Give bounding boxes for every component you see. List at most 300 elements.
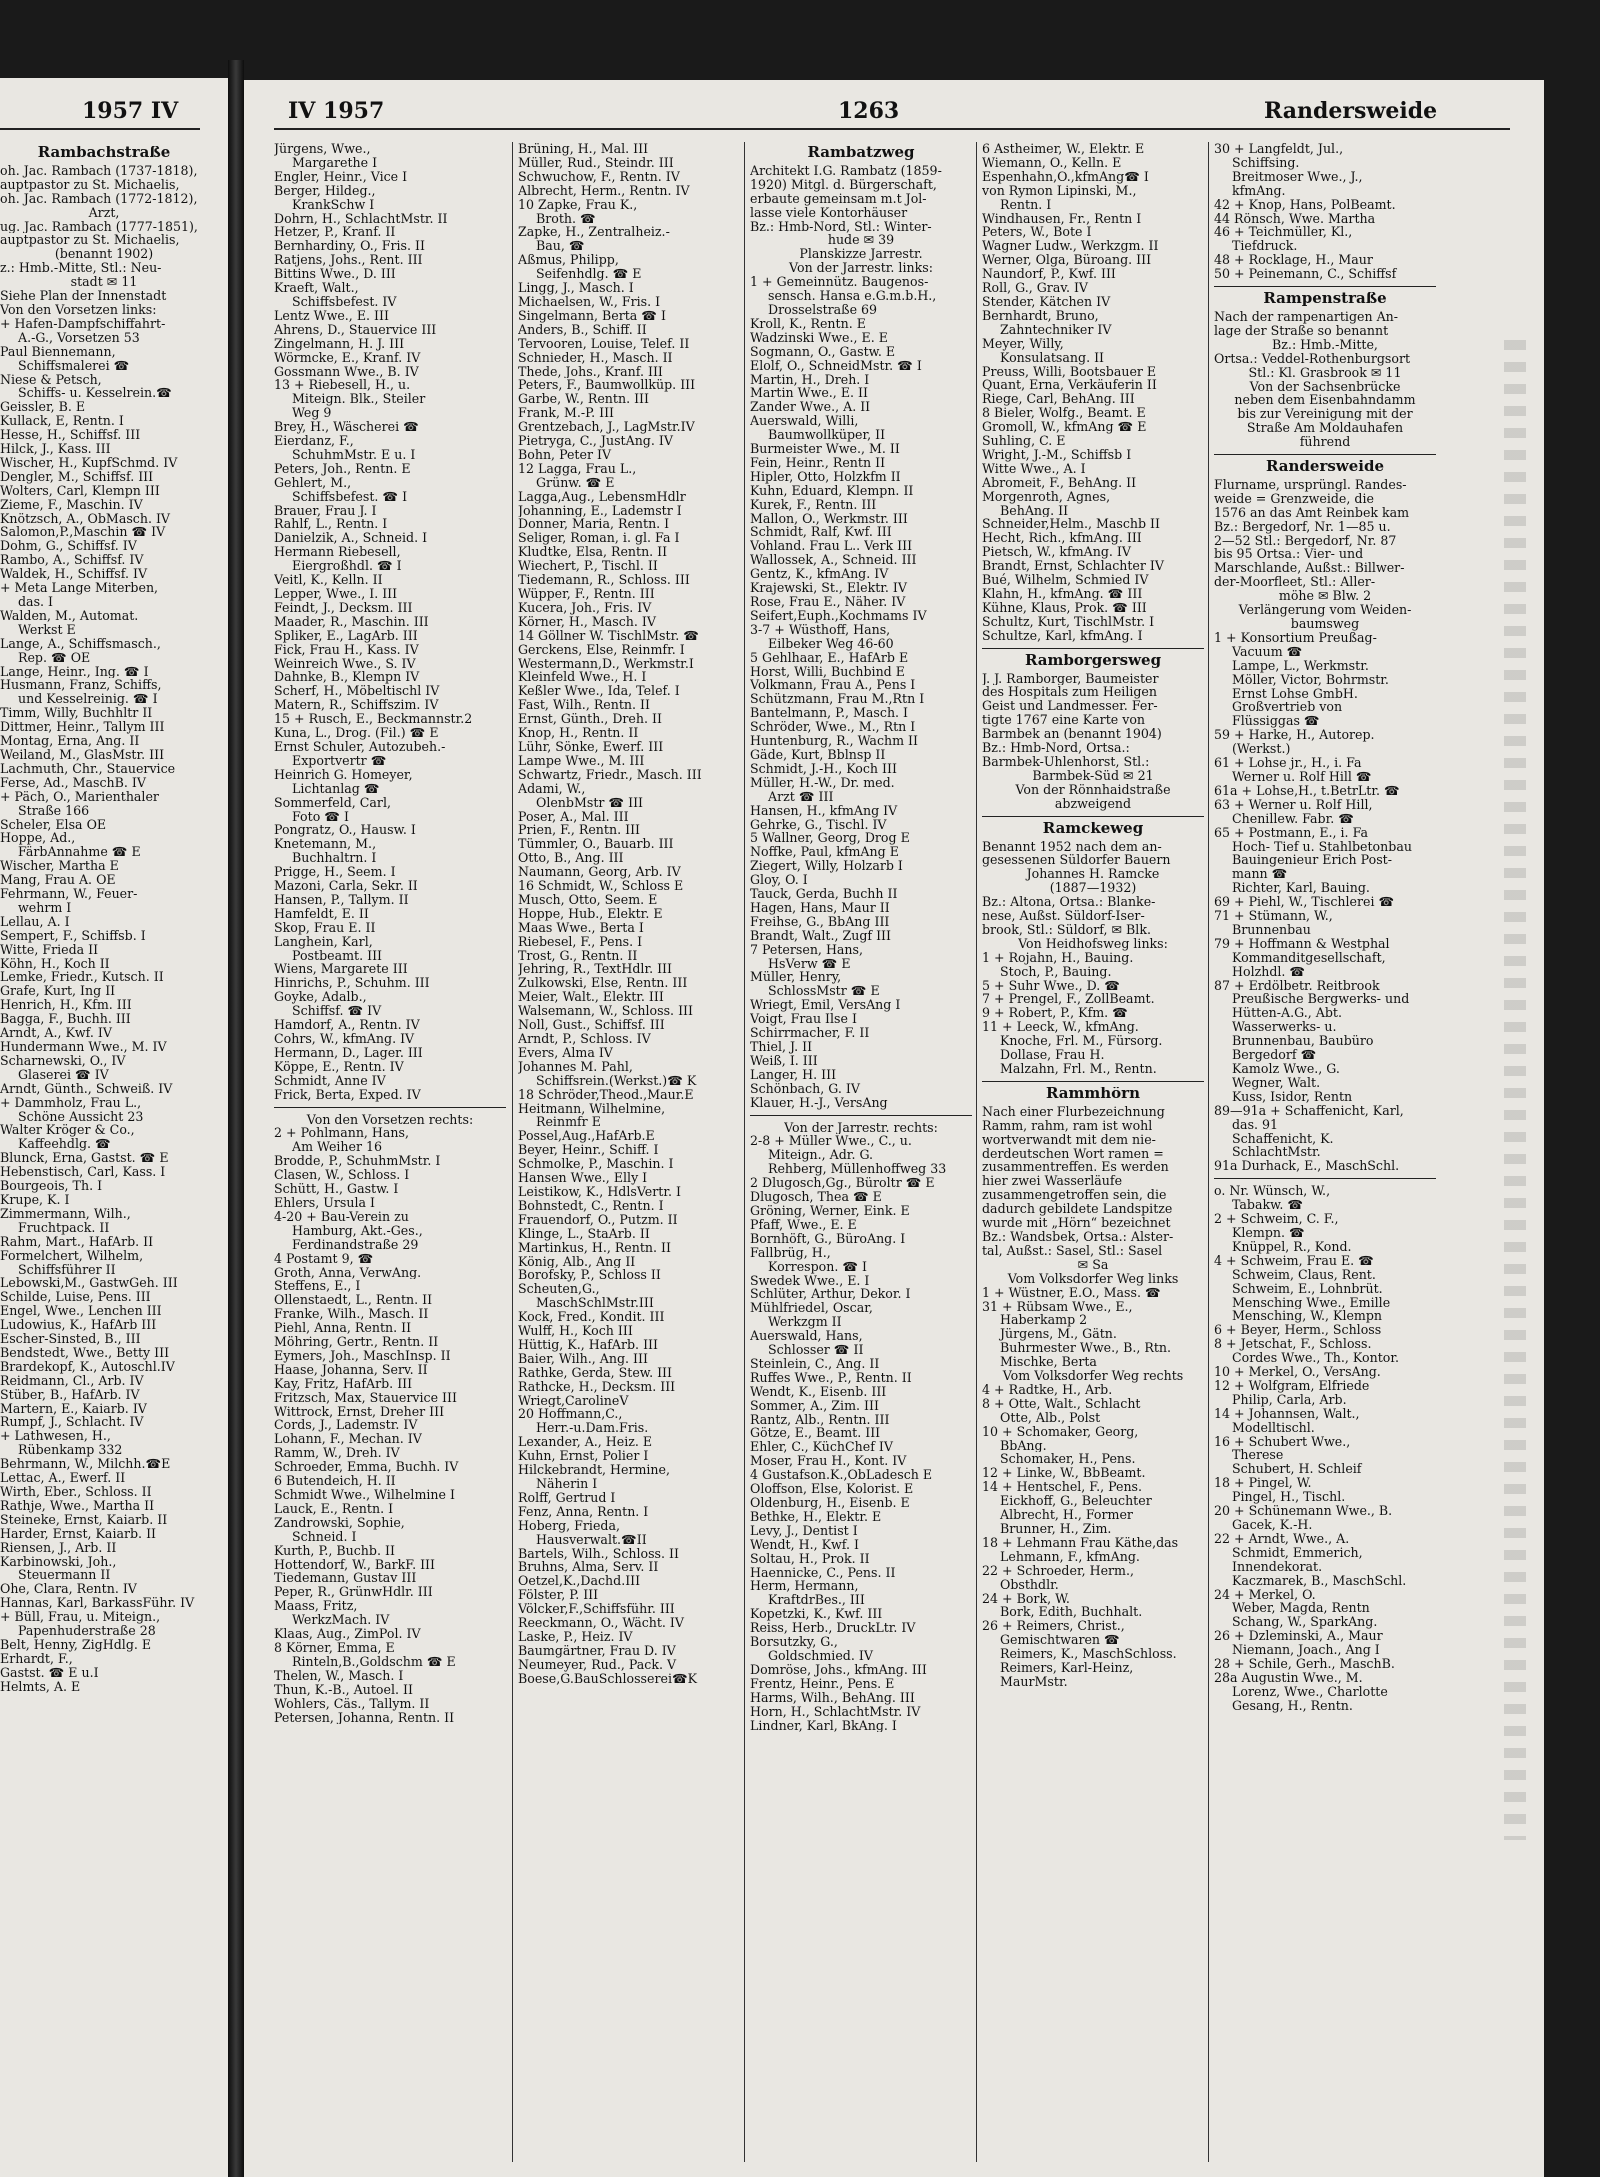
section-rule (982, 1081, 1204, 1082)
directory-line: + Meta Lange Miterben, (0, 581, 159, 595)
directory-line: wortverwandt mit dem nie- (982, 1132, 1156, 1147)
directory-line: abzweigend (1054, 796, 1132, 811)
directory-line: Von Heidhofsweg links: (1018, 936, 1168, 951)
directory-line: Elolf, O., SchneidMstr. ☎ I (750, 358, 922, 373)
directory-line: 8 Bieler, Wolfg., Beamt. E (982, 406, 1146, 421)
directory-line: Schirrmacher, F. II (750, 1026, 870, 1040)
directory-line: Vohland. Frau L.. Verk III (750, 539, 913, 554)
directory-line: Klaas, Aug., ZimPol. IV (274, 1627, 421, 1641)
directory-line: Kurek, F., Rentn. III (750, 497, 877, 512)
directory-line: Drosselstraße 69 (768, 302, 878, 317)
directory-line: 18 + Pingel, W. (1214, 1476, 1312, 1491)
directory-line: Thelen, W., Masch. I (274, 1668, 404, 1683)
directory-line: Seifert,Euph.,Kochmams IV (750, 608, 927, 623)
directory-line: Bué, Wilhelm, Schmied IV (982, 573, 1149, 587)
directory-line: Ferdinandstraße 29 (292, 1237, 419, 1252)
directory-line: von Rymon Lipinski, M., (982, 183, 1137, 198)
directory-line: Horst, Willi, Buchbind E (750, 664, 905, 679)
directory-line: Völcker,F.,Schiffsführ. III (518, 1602, 675, 1617)
directory-line: Schultz, Kurt, TischlMstr. I (982, 614, 1155, 629)
directory-line: Niemann, Joach., Ang I (1232, 1643, 1380, 1658)
directory-line: Bz.: Hmb.-Mitte, (1272, 337, 1378, 352)
directory-line: Rep. ☎ OE (18, 650, 91, 665)
directory-line: Lettac, A., Ewerf. II (0, 1471, 126, 1485)
directory-line: Haase, Johanna, Serv. II (274, 1362, 428, 1377)
directory-line: Lagga,Aug., LebensmHdlr (518, 489, 686, 504)
directory-line: Bantelmann, P., Masch. I (750, 706, 909, 721)
directory-line: Rambo, A., Schiffsf. IV (0, 553, 144, 568)
directory-line: Baumwollküper, II (768, 428, 886, 443)
directory-line: Cohrs, W., kfmAng. IV (274, 1032, 415, 1046)
directory-line: Karbinowski, Joh., (0, 1554, 117, 1569)
directory-line: Miteign., Adr. G. (768, 1148, 874, 1163)
directory-line: Kaczmarek, B., MaschSchl. (1232, 1573, 1407, 1588)
directory-line: Hamburg, Akt.-Ges., (292, 1223, 423, 1238)
section-rule (1214, 454, 1436, 455)
directory-line: Reinmfr E (536, 1115, 601, 1130)
street-heading: Rammhörn (1046, 1086, 1140, 1101)
directory-line: 18 + Lehmann Frau Käthe,das (982, 1535, 1179, 1550)
directory-line: Hipler, Otto, Holzkfm II (750, 469, 901, 484)
directory-line: Huntenburg, R., Wachm II (750, 734, 918, 748)
directory-line: Reimers, K., MaschSchloss. (1000, 1647, 1177, 1662)
directory-line: Klauer, H.-J., VersAng (750, 1095, 888, 1110)
directory-line: Domröse, Johs., kfmAng. III (750, 1662, 927, 1677)
directory-line: Scharnewski, O., IV (0, 1053, 126, 1068)
directory-line: sensch. Hansa e.G.m.b.H., (768, 289, 937, 303)
directory-line: des Hospitals zum Heiligen (982, 685, 1157, 700)
directory-line: Kurth, P., Buchb. II (274, 1543, 395, 1558)
directory-line: Baumgärtner, Frau D. IV (518, 1643, 676, 1658)
directory-line: Breitmoser Wwe., J., (1232, 169, 1363, 184)
directory-column-1 (274, 142, 506, 1724)
directory-line: Siehe Plan der Innenstadt (0, 289, 167, 303)
directory-line: 16 + Schubert Wwe., (1214, 1434, 1351, 1449)
directory-line: oh. Jac. Rambach (1737-1818), (0, 163, 198, 178)
column-divider (1208, 142, 1209, 2162)
directory-line: Kühne, Klaus, Prok. ☎ III (982, 600, 1147, 615)
directory-line: Gentz, K., kfmAng. IV (750, 567, 889, 582)
directory-line: Knop, H., Rentn. II (518, 726, 639, 740)
directory-line: Glaserei ☎ IV (18, 1067, 109, 1082)
directory-line: möhe ✉ Blw. 2 (1278, 589, 1372, 604)
directory-line: 10 + Schomaker, Georg, (982, 1424, 1139, 1439)
directory-line: Werner, Olga, Büroang. III (982, 253, 1152, 268)
left-page-header: 1957 IV (82, 98, 179, 124)
directory-line: zusammentreffen. Es werden (982, 1160, 1169, 1175)
directory-line: Poser, A., Mal. III (518, 809, 629, 824)
directory-line: Stoch, P., Bauing. (1000, 964, 1112, 979)
directory-line: 14 + Hentschel, F., Pens. (982, 1480, 1143, 1495)
directory-line: Paul Biennemann, (0, 344, 116, 359)
directory-line: Martern, E., Kaiarb. IV (0, 1401, 147, 1416)
directory-line: Hebenstisch, Carl, Kass. I (0, 1165, 166, 1180)
directory-line: Marschlande, Außst.: Billwer- (1214, 561, 1405, 576)
directory-line: Brunnenbau, Baubüro (1232, 1034, 1374, 1049)
directory-line: Veitl, K., Kelln. II (274, 573, 383, 587)
directory-line: 14 + Johannsen, Walt., (1214, 1406, 1360, 1421)
directory-line: weide = Grenzweide, die (1214, 491, 1374, 506)
directory-line: 2 + Schweim, C. F., (1214, 1212, 1339, 1226)
directory-line: Stender, Kätchen IV (982, 294, 1111, 309)
directory-line: Dlugosch, Thea ☎ E (750, 1190, 882, 1204)
directory-line: Eilbeker Weg 46-60 (768, 636, 894, 651)
directory-line: Barmbek-Süd ✉ 21 (1032, 768, 1154, 783)
directory-line: 4 + Radtke, H., Arb. (982, 1382, 1113, 1397)
directory-line: Kullack, E, Rentn. I (0, 414, 124, 429)
directory-line: 79 + Hoffmann & Westphal (1214, 936, 1390, 951)
directory-line: Gäde, Kurt, Bblnsp II (750, 747, 886, 762)
directory-line: Clasen, W., Schloss. I (274, 1168, 410, 1183)
right-page (244, 80, 1544, 2177)
directory-line: Ortsa.: Veddel-Rothenburgsort (1214, 351, 1411, 366)
directory-line: Lentz Wwe., E. III (274, 308, 389, 323)
directory-line: Trost, G., Rentn. II (518, 948, 638, 963)
directory-line: Innendekorat. (1232, 1559, 1323, 1574)
directory-line: Hilckebrandt, Hermine, (518, 1463, 670, 1477)
directory-line: Hinrichs, P., Schuhm. III (274, 976, 430, 991)
directory-line: 46 + Teichmüller, Kl., (1214, 225, 1353, 240)
directory-line: Hansen Wwe., Elly I (518, 1171, 648, 1185)
directory-line: Gemischtwaren ☎ (1000, 1633, 1120, 1648)
directory-line: Mensching Wwe., Emille (1232, 1295, 1391, 1310)
directory-line: 9 + Robert, P., Kfm. ☎ (982, 1006, 1128, 1021)
directory-line: 11 + Leeck, W., kfmAng. (982, 1020, 1139, 1035)
directory-line: Tiefdruck. (1232, 239, 1298, 254)
directory-line: ✉ Sa (1077, 1257, 1109, 1272)
directory-line: Ziegert, Willy, Holzarb I (750, 859, 903, 874)
directory-line: Goyke, Adalb., (274, 990, 367, 1005)
directory-line: Walsemann, W., Schloss. III (518, 1004, 693, 1019)
directory-line: tigte 1767 eine Karte von (982, 713, 1146, 728)
directory-line: Dollase, Frau H. (1000, 1048, 1105, 1062)
directory-line: BehAng. II (1000, 503, 1069, 518)
directory-line: Schiffsrein.(Werkst.)☎ K (536, 1073, 697, 1088)
directory-line: Heinrich G. Homeyer, (274, 767, 413, 782)
directory-line: 2 + Pohlmann, Hans, (274, 1126, 410, 1141)
directory-line: Eierdanz, F., (274, 434, 354, 448)
directory-line: Lellau, A. I (0, 914, 70, 929)
directory-line: Rumpf, J., Schlacht. IV (0, 1415, 144, 1430)
directory-line: Prigge, H., Seem. I (274, 865, 396, 880)
section-rule (982, 648, 1204, 649)
directory-line: Niese & Petsch, (0, 372, 102, 387)
directory-line: Rose, Frau E., Näher. IV (750, 595, 906, 609)
directory-line: Cords, J., Lademstr. IV (274, 1418, 418, 1433)
directory-line: Eickhoff, G., Beleuchter (1000, 1494, 1152, 1509)
directory-line: Kuhn, Ernst, Polier I (518, 1449, 649, 1464)
directory-line: Bruhns, Alma, Serv. II (518, 1560, 659, 1575)
directory-line: Nach einer Flurbezeichnung (982, 1104, 1165, 1119)
directory-line: Straße Am Moldauhafen (1246, 421, 1404, 436)
directory-line: Bagga, F., Buchh. III (0, 1012, 131, 1027)
directory-line: Näherin I (536, 1477, 598, 1491)
directory-line: Zimmermann, Wilh., (0, 1206, 131, 1221)
directory-line: Wischer, H., KupfSchmd. IV (0, 455, 178, 470)
directory-line: Haberkamp 2 (1000, 1313, 1088, 1328)
directory-line: 1 + Konsortium Preußag- (1214, 630, 1377, 645)
directory-line: Steineke, Ernst, Kaiarb. II (0, 1512, 168, 1527)
directory-line: Scheuten,G., (518, 1282, 600, 1297)
directory-line: Rehberg, Müllenhoffweg 33 (768, 1162, 947, 1177)
directory-line: Herm, Hermann, (750, 1579, 859, 1594)
directory-line: 1576 an das Amt Reinbek kam (1214, 505, 1410, 520)
directory-line: Ludowius, K., HafArb III (0, 1318, 157, 1333)
directory-line: Schlüter, Arthur, Dekor. I (750, 1287, 911, 1302)
directory-line: Schmolke, P., Maschin. I (518, 1157, 674, 1172)
directory-line: OlenbMstr ☎ III (536, 795, 644, 810)
directory-line: Haennicke, C., Pens. II (750, 1565, 896, 1580)
directory-line: z.: Hmb.-Mitte, Stl.: Neu- (0, 261, 162, 276)
directory-line: Evers, Alma IV (518, 1045, 613, 1060)
directory-line: Hansen, P., Tallym. II (274, 892, 409, 907)
directory-line: Lorenz, Wwe., Charlotte (1232, 1684, 1388, 1699)
directory-line: Bernhardt, Bruno, (982, 308, 1099, 323)
directory-line: Gröning, Werner, Eink. E (750, 1203, 910, 1218)
directory-line: Erhardt, F., (0, 1651, 73, 1666)
directory-line: 50 + Peinemann, C., Schiffsf (1214, 267, 1397, 282)
directory-line: + Päch, O., Marienthaler (0, 789, 159, 804)
directory-line: hude ✉ 39 (827, 233, 895, 248)
directory-line: Frick, Berta, Exped. IV (274, 1087, 421, 1102)
directory-line: Lange, Heinr., Ing. ☎ I (0, 664, 149, 679)
directory-line: Klinge, L., StaArb. II (518, 1226, 650, 1241)
directory-line: auptpastor zu St. Michaelis, (0, 177, 180, 192)
directory-line: Lexander, A., Heiz. E (518, 1435, 653, 1450)
directory-line: 1920) Mitgl. d. Bürgerschaft, (750, 177, 937, 192)
directory-line: Ruffes Wwe., P., Rentn. II (750, 1370, 912, 1385)
directory-line: Ernst, Günth., Dreh. II (518, 712, 662, 727)
directory-line: Mühlfriedel, Oscar, (750, 1301, 873, 1316)
directory-line: 2-8 + Müller Wwe., C., u. (750, 1134, 912, 1149)
directory-line: Mensching, W., Klempn (1232, 1309, 1383, 1324)
directory-line: 44 Rönsch, Wwe. Martha (1214, 211, 1376, 226)
directory-line: Brüning, H., Mal. III (518, 142, 649, 156)
directory-line: Broth. ☎ (536, 211, 596, 226)
directory-line: Sommerfeld, Carl, (274, 795, 391, 810)
directory-line: Bz.: Wandsbek, Ortsa.: Alster- (982, 1229, 1174, 1244)
directory-line: Ramm, W., Dreh. IV (274, 1446, 400, 1461)
directory-line: Philip, Carla, Arb. (1232, 1392, 1347, 1407)
directory-line: Schmidt, J.-H., Koch III (750, 761, 897, 776)
directory-line: Harms, Wilh., BehAng. III (750, 1690, 915, 1705)
directory-line: Heitmann, Wilhelmine, (518, 1101, 666, 1116)
directory-line: Foto ☎ I (292, 809, 349, 824)
directory-line: Köppe, E., Rentn. IV (274, 1059, 404, 1074)
directory-line: oh. Jac. Rambach (1772-1812), (0, 191, 198, 206)
directory-line: Wallossek, A., Schneid. III (750, 553, 917, 568)
directory-line: Thede, Johs., Kranf. III (518, 364, 663, 379)
directory-line: Nach der rampenartigen An- (1214, 309, 1399, 324)
directory-line: Architekt I.G. Rambatz (1859- (750, 163, 942, 178)
directory-line: Wendt, K., Eisenb. III (750, 1384, 887, 1399)
directory-line: Köhn, H., Koch II (0, 956, 110, 971)
directory-line: Planskizze Jarrestr. (799, 247, 923, 262)
directory-line: Otto, B., Ang. III (518, 851, 624, 866)
directory-line: Brandt, Ernst, Schlachter IV (982, 559, 1164, 574)
directory-column-4 (982, 142, 1204, 1689)
directory-line: Seifenhdlg. ☎ E (536, 267, 642, 282)
directory-line: Wiens, Margarete III (274, 962, 408, 977)
directory-line: Reeckmann, O., Wächt. IV (518, 1616, 685, 1630)
directory-line: WerkzMach. IV (292, 1613, 390, 1628)
directory-line: Prien, F., Rentn. III (518, 823, 641, 838)
directory-line: Escher-Sinsted, B., III (0, 1332, 141, 1346)
directory-line: Von der Jarrestr. rechts: (784, 1120, 938, 1135)
directory-line: derdeutschen Wort ramen = (982, 1146, 1164, 1161)
directory-line: 26 + Reimers, Christ., (982, 1619, 1125, 1634)
directory-line: Keßler Wwe., Ida, Telef. I (518, 684, 680, 699)
directory-line: Schützmann, Frau M.,Rtn I (750, 692, 925, 707)
directory-line: lage der Straße so benannt (1214, 323, 1389, 338)
directory-line: Wadzinski Wwe., E. E (750, 330, 888, 345)
directory-line: Lichtanlag ☎ (292, 781, 380, 796)
directory-line: Fenz, Anna, Rentn. I (518, 1504, 649, 1519)
directory-line: Schöne Aussicht 23 (18, 1109, 144, 1124)
directory-line: J. J. Ramborger, Baumeister (982, 671, 1159, 686)
directory-line: Engler, Heinr., Vice I (274, 169, 408, 184)
directory-line: Schweim, Claus, Rent. (1232, 1267, 1376, 1282)
directory-line: Werkzgm II (768, 1315, 842, 1330)
directory-line: Reimers, Karl-Heinz, (1000, 1661, 1134, 1675)
directory-line: Adami, W., (518, 781, 586, 796)
directory-line: Richter, Karl, Bauing. (1232, 881, 1370, 896)
directory-line: Frauendorf, O., Putzm. II (518, 1212, 678, 1227)
directory-line: Arndt, P., Schloss. IV (518, 1032, 651, 1046)
directory-line: 65 + Postmann, E., i. Fa (1214, 825, 1368, 840)
directory-line: 59 + Harke, H., Autorep. (1214, 728, 1375, 743)
directory-line: Krupe, K. I (0, 1192, 70, 1207)
directory-line: Brauer, Frau J. I (274, 503, 377, 518)
directory-line: Kuss, Isidor, Rentn (1232, 1089, 1353, 1104)
directory-line: Schang, W., SparkAng. (1232, 1615, 1378, 1630)
directory-line: Langhein, Karl, (274, 934, 373, 949)
directory-line: Peters, F., Baumwollküp. III (518, 378, 696, 393)
directory-line: Jürgens, Wwe., (274, 142, 371, 156)
directory-line: Maas Wwe., Berta I (518, 920, 644, 935)
directory-line: Lebowski,M., GastwGeh. III (0, 1276, 178, 1291)
directory-line: Swedek Wwe., E. I (750, 1273, 870, 1288)
directory-line: Cordes Wwe., Th., Kontor. (1232, 1351, 1399, 1366)
directory-line: Wörmcke, E., Kranf. IV (274, 350, 421, 365)
directory-line: Johannes M. Pahl, (518, 1059, 633, 1074)
directory-line: Windhausen, Fr., Rentn I (982, 211, 1142, 226)
directory-line: Frank, M.-P. III (518, 406, 615, 421)
directory-line: Fein, Heinr., Rentn II (750, 455, 886, 470)
directory-line: 71 + Stümann, W., (1214, 909, 1333, 923)
directory-line: Borofsky, P., Schloss II (518, 1268, 661, 1283)
directory-line: Rinteln,B.,Goldschm ☎ E (292, 1654, 456, 1669)
directory-line: Musch, Otto, Seem. E (518, 892, 658, 907)
directory-line: Schnieder, H., Masch. II (518, 350, 673, 365)
directory-line: 15 + Rusch, E., Beckmannstr.2 (274, 712, 473, 727)
directory-line: Chenillew. Fabr. ☎ (1232, 811, 1354, 826)
directory-column-5 (1214, 142, 1436, 1713)
directory-line: Pingel, H., Tischl. (1232, 1490, 1346, 1505)
directory-line: Waldek, H., Schiffsf. IV (0, 567, 148, 582)
directory-line: Wolters, Carl, Klempn III (0, 483, 160, 498)
directory-line: Tiedemann, R., Schloss. III (518, 573, 690, 587)
directory-line: Morgenroth, Agnes, (982, 489, 1111, 504)
header-rule (274, 128, 1510, 130)
directory-line: Brunner, H., Zim. (1000, 1522, 1112, 1536)
directory-line: Dittmer, Heinr., Tallym III (0, 720, 165, 735)
directory-line: Mazoni, Carla, Sekr. II (274, 879, 418, 893)
directory-line: Knüppel, R., Kond. (1232, 1239, 1352, 1254)
directory-line: Wagner Ludw., Werkzgm. II (982, 239, 1159, 254)
directory-line: Ernst Schuler, Autozubeh.- (274, 739, 446, 754)
section-rule (982, 816, 1204, 817)
directory-line: Knoche, Frl. M., Fürsorg. (1000, 1034, 1163, 1049)
directory-line: + Hafen-Dampfschiffahrt- (0, 316, 166, 331)
directory-line: Suhling, C. E (982, 434, 1066, 448)
directory-line: Schwuchow, F., Rentn. IV (518, 169, 680, 184)
directory-line: 7 Petersen, Hans, (750, 942, 864, 957)
directory-line: 2—52 Stl.: Bergedorf, Nr. 87 (1214, 533, 1397, 548)
directory-line: 48 + Rocklage, H., Maur (1214, 253, 1373, 268)
directory-line: 16 Schmidt, W., Schloss E (518, 879, 684, 893)
directory-line: Krajewski, St., Elektr. IV (750, 581, 907, 595)
directory-line: Engel, Wwe., Lenchen III (0, 1304, 162, 1319)
directory-line: Behrmann, W., Milchh.☎E (0, 1457, 171, 1472)
directory-line: Barmbek an (benannt 1904) (982, 727, 1162, 742)
directory-line: 1 + Wüstner, E.O., Mass. ☎ (982, 1285, 1161, 1300)
directory-line: Bartels, Wilh., Schloss. II (518, 1546, 679, 1561)
directory-line: Auerswald, Hans, (750, 1329, 863, 1344)
directory-line: Ahrens, D., Stauervice III (274, 322, 437, 337)
directory-line: Langer, H. III (750, 1067, 837, 1082)
directory-line: Steuermann II (18, 1568, 111, 1583)
directory-line: dadurch gebildete Landspitze (982, 1202, 1173, 1217)
directory-line: Witte Wwe., A. I (982, 461, 1086, 476)
directory-line: 20 + Schünemann Wwe., B. (1214, 1504, 1393, 1518)
directory-line: 4 Gustafson.K.,ObLadesch E (750, 1468, 933, 1483)
directory-line: Fast, Wilh., Rentn. II (518, 698, 650, 713)
directory-line: Wulff, H., Koch III (518, 1324, 633, 1338)
directory-line: MaschSchlMstr.III (536, 1296, 654, 1311)
directory-line: Schaffenicht, K. (1232, 1131, 1334, 1146)
column-divider (744, 142, 745, 2162)
directory-line: + Dammholz, Frau L., (0, 1095, 142, 1110)
directory-line: Hausverwalt.☎II (536, 1532, 647, 1547)
directory-line: Schmidt, Ralf, Kwf. III (750, 525, 892, 540)
directory-line: Fölster, P. III (518, 1588, 599, 1603)
directory-line: Tümmler, O., Bauarb. III (518, 837, 674, 852)
directory-line: Vom Volksdorfer Weg links (1007, 1271, 1179, 1286)
directory-line: Brandt, Walt., Zugf III (750, 928, 891, 943)
directory-line: Lauck, E., Rentn. I (274, 1501, 394, 1516)
directory-line: Rentn. I (1000, 197, 1052, 212)
directory-line: Salomon,P.,Maschin ☎ IV (0, 525, 166, 540)
directory-line: 4 Postamt 9, ☎ (274, 1251, 374, 1266)
directory-line: Margarethe I (292, 155, 378, 170)
directory-line: ug. Jac. Rambach (1777-1851), (0, 219, 198, 234)
directory-line: Baier, Wilh., Ang. III (518, 1351, 648, 1366)
directory-line: Dohrn, H., SchlachtMstr. II (274, 211, 448, 226)
directory-line: 91a Durhack, E., MaschSchl. (1214, 1159, 1400, 1174)
directory-line: Wüpper, F., Rentn. III (518, 587, 655, 601)
directory-line: Rathje, Wwe., Martha II (0, 1498, 155, 1513)
directory-line: Schomaker, H., Pens. (1000, 1452, 1136, 1467)
directory-line: Lepper, Wwe., I. III (274, 587, 398, 601)
directory-line: Bendstedt, Wwe., Betty III (0, 1345, 170, 1360)
directory-line: Fallbrüg, H., (750, 1245, 831, 1260)
directory-line: Stüber, B., HafArb. IV (0, 1387, 140, 1402)
directory-line: Körner, H., Masch. IV (518, 614, 656, 629)
directory-line: 20 Hoffmann,C., (518, 1407, 623, 1422)
directory-line: Freihse, G., BbAng III (750, 914, 890, 929)
directory-line: Hermann Riebesell, (274, 545, 401, 560)
